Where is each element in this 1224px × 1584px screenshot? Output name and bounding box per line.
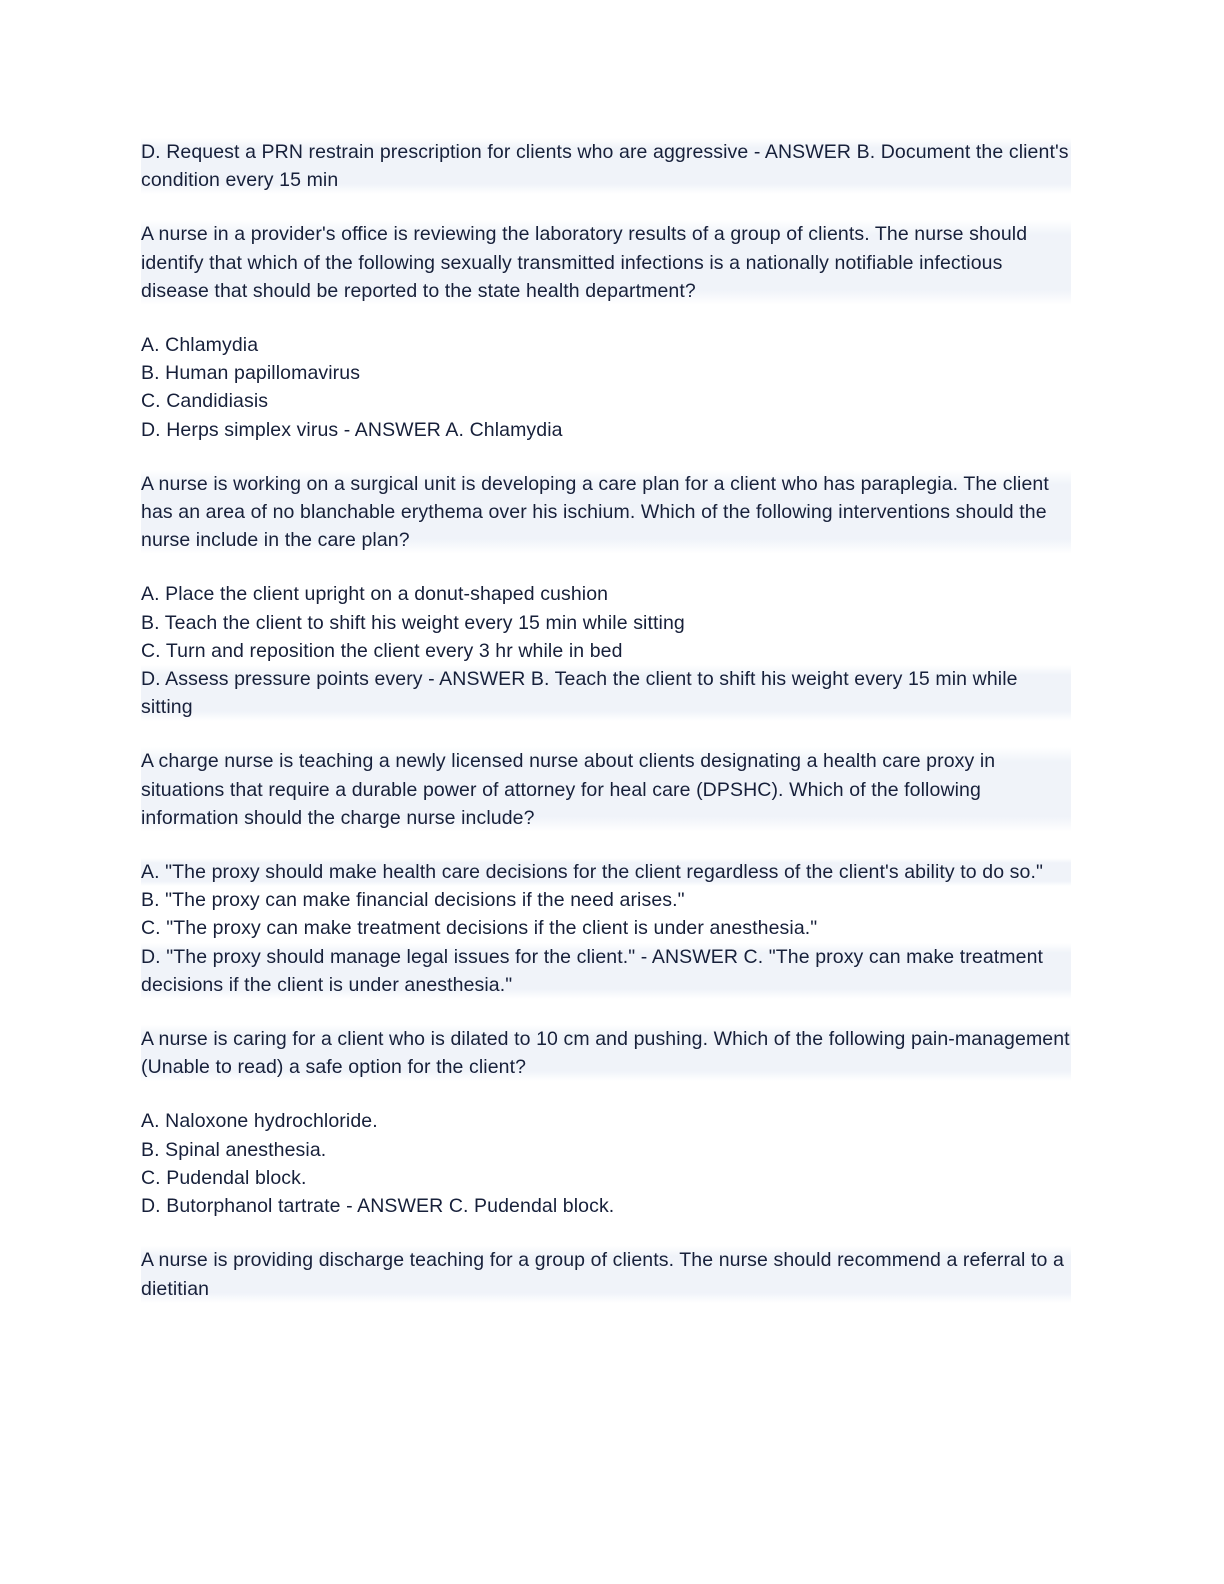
text-block-question-dpshc [141,747,1071,832]
list-item: C. "The proxy can make treatment decisions if the client is under anesthesia." [141,917,818,940]
list-item: D. Herps simplex virus - ANSWER A. Chlamydia [141,418,563,441]
list-item: D. Butorphanol tartrate - ANSWER C. Pudendal block. [141,1195,615,1218]
list-item: A. Chlamydia [141,334,259,357]
list-item: B. Human papillomavirus [141,362,361,385]
text-block-question-pain-management [141,1025,1071,1081]
option-list-pain-management [141,1107,1071,1220]
text-block-question-paraplegia [141,470,1071,555]
list-item: A. Naloxone hydrochloride. [141,1110,378,1133]
list-item: B. Spinal anesthesia. [141,1138,327,1161]
list-item: A. Place the client upright on a donut-shaped cushion [141,583,609,606]
text-block-question-sti [141,220,1071,305]
paragraph-text: A nurse in a provider's office is reviewing the laboratory results of a group of clients. The nurse should identify that which of the following sexually transmitted infections is a nationally notifiable infectious disease that should be reported to the state health department? [141,220,1071,305]
paragraph-text: A nurse is caring for a client who is dilated to 10 cm and pushing. Which of the following pain-management (Unable to read) a safe option for the client? [141,1025,1071,1081]
text-block-question-discharge-teaching [141,1246,1071,1302]
list-item: B. Teach the client to shift his weight every 15 min while sitting [141,611,685,634]
document-body [141,138,1071,1329]
option-list-sti [141,331,1071,444]
text-block-answer-restraint [141,138,1071,194]
option-list-dpshc [141,858,1071,999]
list-item: D. "The proxy should manage legal issues for the client." - ANSWER C. "The proxy can make treatment decisions if the client is under anesthesia." [141,943,1071,999]
list-item: A. "The proxy should make health care decisions for the client regardless of the client's ability to do so." [141,858,1071,886]
list-item: C. Turn and reposition the client every 3 hr while in bed [141,639,623,662]
paragraph-text: A nurse is providing discharge teaching for a group of clients. The nurse should recommend a referral to a dietitian [141,1246,1071,1302]
option-list-paraplegia [141,580,1071,721]
paragraph-text: D. Request a PRN restrain prescription for clients who are aggressive - ANSWER B. Document the client's condition every 15 min [141,138,1071,194]
list-item: B. "The proxy can make financial decisions if the need arises." [141,889,685,912]
paragraph-text: A nurse is working on a surgical unit is developing a care plan for a client who has paraplegia. The client has an area of no blanchable erythema over his ischium. Which of the following interventions should the nurse include in the care plan? [141,470,1071,555]
paragraph-text: A charge nurse is teaching a newly licensed nurse about clients designating a health care proxy in situations that require a durable power of attorney for heal care (DPSHC). Which of the following information should the charge nurse include? [141,747,1071,832]
list-item: C. Pudendal block. [141,1166,307,1189]
list-item: D. Assess pressure points every - ANSWER B. Teach the client to shift his weight every 15 min while sitting [141,665,1071,721]
list-item: C. Candidiasis [141,390,269,413]
